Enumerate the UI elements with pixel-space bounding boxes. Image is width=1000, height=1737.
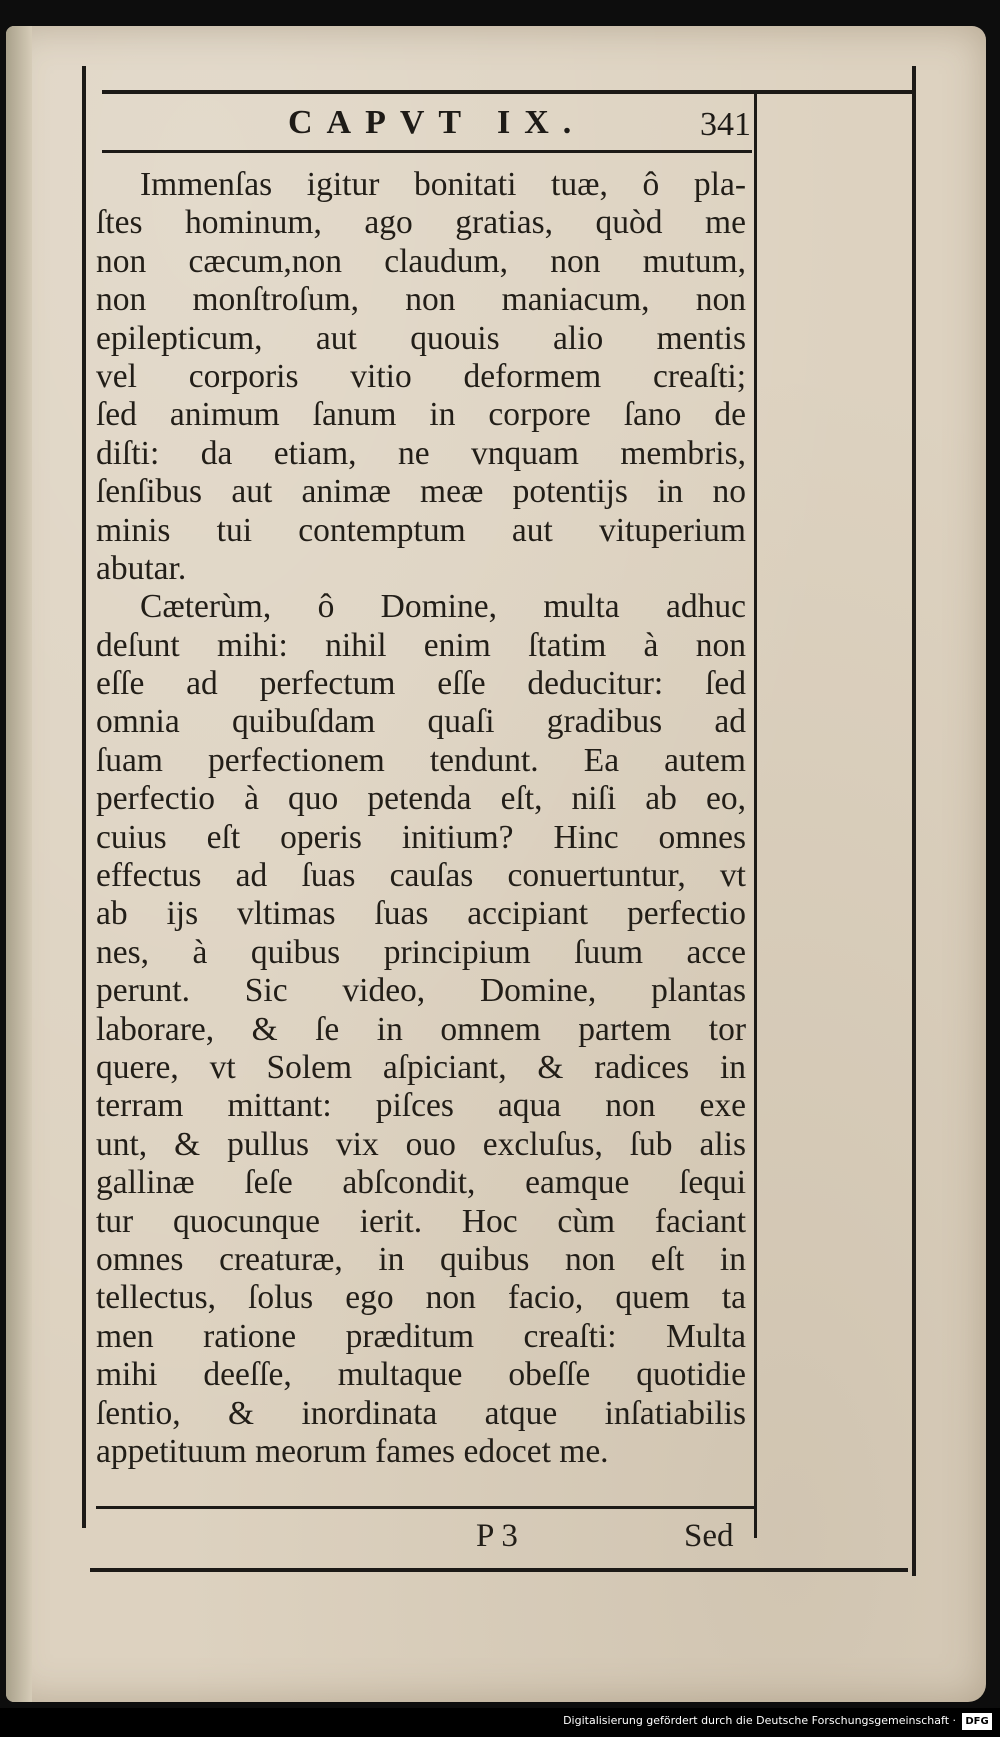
catchword: Sed	[684, 1518, 734, 1554]
text-line: terram mittant: piſces aqua non exe	[96, 1087, 746, 1125]
text-line: perunt. Sic video, Domine, plantas	[96, 972, 746, 1010]
left-border-rule	[82, 66, 86, 1528]
digitization-credit-bar	[0, 1708, 1000, 1737]
text-line: tur quocunque ierit. Hoc cùm faciant	[96, 1202, 746, 1240]
text-line: ſenſibus aut animæ meæ potentijs in no	[96, 473, 746, 511]
page-gutter	[6, 26, 32, 1702]
text-line: eſſe ad perfectum eſſe deducitur: ſed	[96, 665, 746, 703]
text-line: diſti: da etiam, ne vnquam membris,	[96, 434, 746, 472]
dfg-logo: DFG	[962, 1713, 992, 1730]
credit-text: Digitalisierung gefördert durch die Deutsche Forschungsgemeinschaft ·	[563, 1714, 956, 1727]
text-line: cuius eſt operis initium? Hinc omnes	[96, 818, 746, 856]
running-head: CAPVT IX.	[288, 104, 586, 141]
outer-right-rule	[912, 66, 916, 1576]
text-line: men ratione præditum creaſti: Multa	[96, 1317, 746, 1355]
text-line: epilepticum, aut quouis alio mentis	[96, 319, 746, 357]
text-line: unt, & pullus vix ouo excluſus, ſub alis	[96, 1125, 746, 1163]
text-line: non cæcum,non claudum, non mutum,	[96, 242, 746, 280]
text-line: gallinæ ſeſe abſcondit, eamque ſequi	[96, 1164, 746, 1202]
text-bottom-rule	[96, 1506, 754, 1509]
text-line: ſuam perfectionem tendunt. Ea autem	[96, 741, 746, 779]
text-line: quere, vt Solem aſpiciant, & radices in	[96, 1048, 746, 1086]
bottom-rule	[90, 1568, 908, 1572]
text-line: appetituum meorum fames edocet me.	[96, 1432, 609, 1470]
text-line: nes, à quibus principium ſuum acce	[96, 933, 746, 971]
text-line: ſentio, & inordinata atque inſatiabilis	[96, 1394, 746, 1432]
text-line: perfectio à quo petenda eſt, niſi ab eo,	[96, 780, 746, 818]
text-line: vel corporis vitio deformem creaſti;	[96, 357, 746, 395]
text-line: minis tui contemptum aut vituperium	[96, 511, 746, 549]
text-line: tellectus, ſolus ego non facio, quem ta	[96, 1279, 746, 1317]
text-line: ſtes hominum, ago gratias, quòd me	[96, 204, 746, 242]
body-text	[96, 166, 746, 1471]
text-line: omnia quibuſdam quaſi gradibus ad	[96, 703, 746, 741]
inner-right-rule	[754, 94, 757, 1538]
text-line: mihi deeſſe, multaque obeſſe quotidie	[96, 1356, 746, 1394]
text-line: abutar.	[96, 549, 187, 587]
text-line: effectus ad ſuas cauſas conuertuntur, vt	[96, 857, 746, 895]
text-line: ſed animum ſanum in corpore ſano de	[96, 396, 746, 434]
text-line: laborare, & ſe in omnem partem tor	[96, 1010, 746, 1048]
book-page	[6, 26, 986, 1702]
signature-mark: P 3	[476, 1518, 518, 1554]
text-line: Cæterùm, ô Domine, multa adhuc	[140, 588, 746, 626]
text-line: ab ijs vltimas ſuas accipiant perfectio	[96, 895, 746, 933]
page-number: 341	[700, 106, 751, 143]
text-line: omnes creaturæ, in quibus non eſt in	[96, 1240, 746, 1278]
text-line: Immenſas igitur bonitati tuæ, ô pla-	[140, 166, 746, 203]
top-rule	[102, 90, 912, 94]
text-line: non monſtroſum, non maniacum, non	[96, 281, 746, 319]
header-rule	[102, 150, 752, 153]
text-line: deſunt mihi: nihil enim ſtatim à non	[96, 626, 746, 664]
